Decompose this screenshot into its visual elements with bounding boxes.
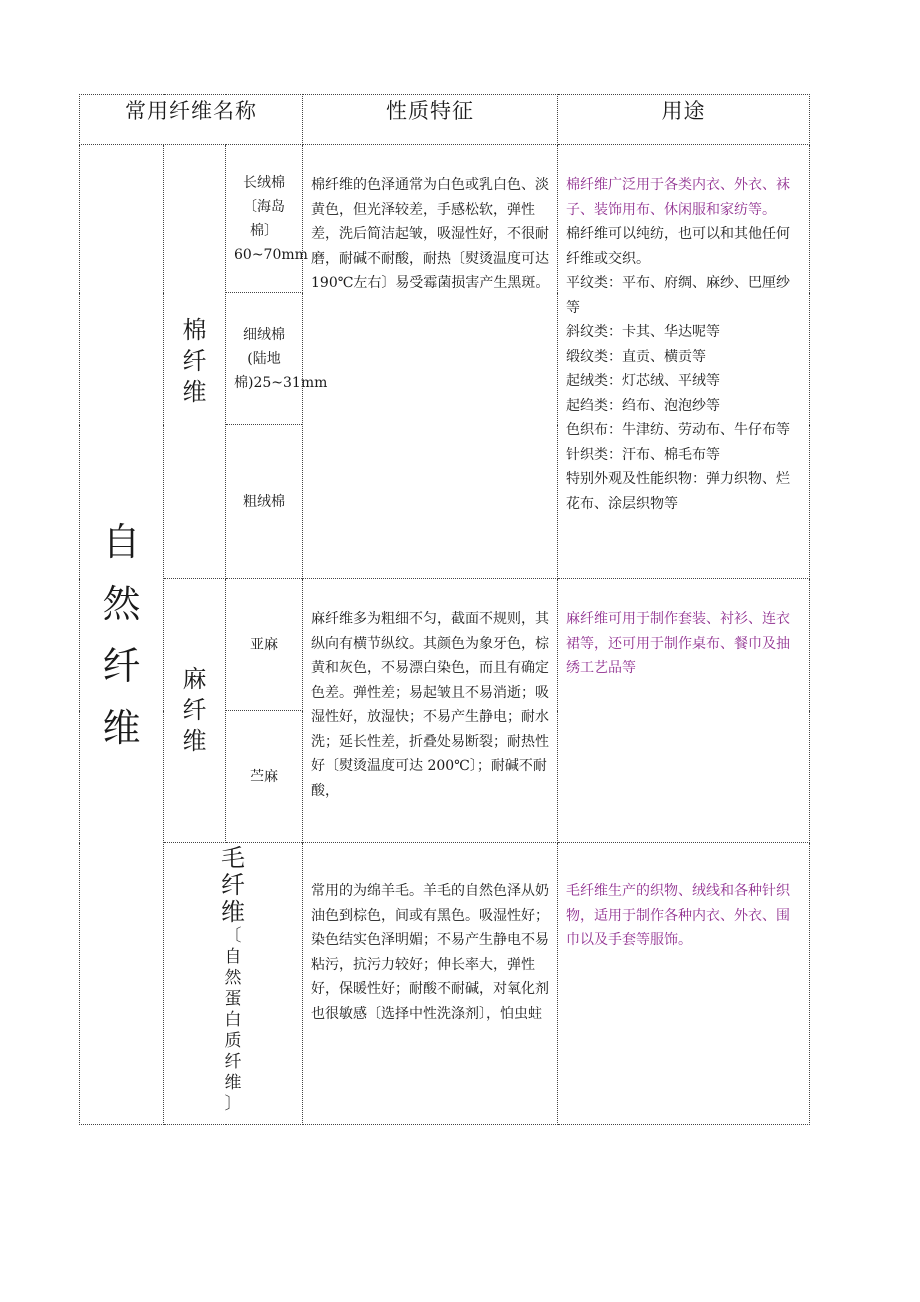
cotton-properties [303, 145, 558, 579]
wool-sub-char: 然 [224, 968, 242, 988]
cotton-properties-text: 棉纤维的色泽通常为白色或乳白色、淡黄色，但光泽较差，手感松软，弹性差，洗后简洁起皱，吸湿性好，不很耐磨，耐碱不耐酸，耐热〔熨烫温度可达190℃左右〕易受霉菌损害产生黑斑。 [311, 177, 550, 291]
cotton-use-line: 起绒类：灯芯绒、平绒等 [566, 373, 721, 389]
cotton-fiber-label [164, 145, 226, 579]
hemp-use-text: 麻纤维可用于制作套装、衬衫、连衣裙等，还可用于制作桌布、餐巾及抽绣工艺品等 [566, 611, 791, 676]
cotton-char-3: 维 [182, 378, 207, 406]
cotton-use-line: 特别外观及性能织物：弹力织物、烂花布、涂层织物等 [566, 471, 791, 512]
wool-sub-char: 蛋 [224, 989, 242, 1009]
hemp-properties-text: 麻纤维多为粗细不匀，截面不规则，其纵向有横节纵纹。其颜色为象牙色，棕黄和灰色，不易漂白染色，而且有确定色差。弹性差；易起皱且不易消逝；吸湿性好，放湿快；不易产生静电；耐水洗；延长性差，折叠处易断裂；耐热性好〔熨烫温度可达 200℃〕；耐碱不耐酸， [311, 611, 550, 799]
cotton-char-1: 棉 [182, 316, 207, 344]
cotton-use-line: 起绉类：绉布、泡泡纱等 [566, 397, 721, 414]
hemp-row [80, 579, 810, 711]
wool-sub-char: 维 [224, 1073, 242, 1093]
cotton-use-line: 棉纤维可以纯纺，也可以和其他任何纤维或交织。 [566, 226, 791, 267]
header-properties-cell: 性质特征 [303, 95, 558, 145]
wool-sub-char: 纤 [224, 1052, 242, 1072]
wool-sub-char: 自 [224, 947, 242, 967]
cotton-char-2: 纤 [182, 347, 207, 375]
hemp-char-3: 维 [182, 727, 207, 755]
wool-use-text: 毛纤维生产的织物、绒线和各种针织物，适用于制作各种内衣、外衣、围巾以及手套等服饰。 [566, 883, 791, 948]
cotton-variety-coarse-staple: 粗绒棉 [226, 425, 303, 579]
wool-fiber-label [164, 843, 303, 1125]
header-row [80, 95, 810, 145]
cotton-use-intro: 棉纤维广泛用于各类内衣、外衣、袜子、装饰用布、休闲服和家纺等。 [566, 177, 791, 218]
cotton-use-line: 平纹类：平布、府绸、麻纱、巴厘纱等 [566, 275, 791, 316]
wool-sub-char: 〔 [224, 926, 242, 946]
natural-fiber-label [80, 145, 164, 1125]
wool-uses [558, 843, 810, 1125]
hemp-char-2: 纤 [182, 696, 207, 724]
hemp-properties [303, 579, 558, 843]
wool-sub-char: 白 [224, 1010, 242, 1030]
fiber-table [79, 94, 810, 1125]
wool-row [80, 843, 810, 1125]
wool-sub-char: 质 [224, 1031, 242, 1051]
hemp-variety-ramie: 苎麻 [226, 711, 303, 843]
natural-char-2: 然 [102, 581, 141, 626]
cotton-row [80, 145, 810, 293]
hemp-char-1: 麻 [182, 665, 207, 693]
wool-properties-text: 常用的为绵羊毛。羊毛的自然色泽从奶油色到棕色，间或有黑色。吸湿性好；染色结实色泽明媚；不易产生静电不易粘污，抗污力较好；伸长率大，弹性好，保暖性好；耐酸不耐碱，对氧化剂也很敏感〔选择中性洗涤剂〕，怕虫蛀 [311, 883, 550, 1022]
cotton-variety-fine-staple: 细绒棉(陆地棉)25~31mm [226, 293, 303, 425]
wool-char: 毛 [221, 844, 245, 872]
natural-char-3: 纤 [102, 643, 141, 688]
header-use-cell: 用途 [558, 95, 810, 145]
wool-char: 维 [221, 898, 245, 926]
cotton-uses [558, 145, 810, 579]
hemp-fiber-label [164, 579, 226, 843]
header-name-cell: 常用纤维名称 [80, 95, 303, 145]
cotton-variety-long-staple: 长绒棉〔海岛棉〕60~70mm [226, 145, 303, 293]
cotton-use-line: 斜纹类：卡其、华达呢等 [566, 324, 721, 340]
natural-char-1: 自 [102, 519, 141, 564]
hemp-variety-flax: 亚麻 [226, 579, 303, 711]
natural-char-4: 维 [102, 705, 141, 750]
wool-properties [303, 843, 558, 1125]
cotton-use-line: 针织类：汗布、棉毛布等 [566, 446, 721, 463]
wool-char: 纤 [221, 871, 245, 899]
hemp-uses [558, 579, 810, 843]
cotton-use-line: 缎纹类：直贡、横贡等 [566, 348, 707, 365]
wool-sub-char: 〕 [224, 1094, 242, 1114]
cotton-use-line: 色织布：牛津纺、劳动布、牛仔布等 [566, 422, 791, 438]
